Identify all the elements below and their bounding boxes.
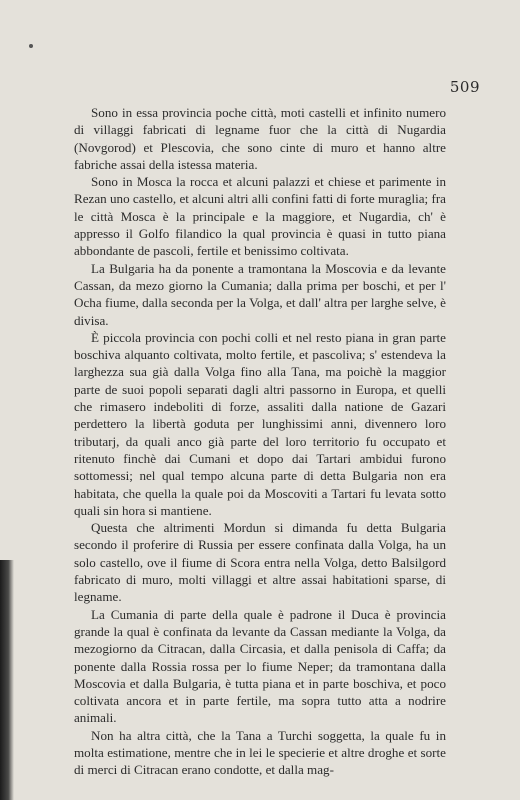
paragraph-1: Sono in essa provincia poche città, moti castelli et infinito numero di villaggi fabricati di legname fuor che la città di Nugardia (Novgorod) et Plescovia, che sono cinte di muro et hanno altre fabriche assai della istessa materia. (74, 105, 446, 172)
paragraph-3: La Bulgaria ha da ponente a tramontana la Moscovia e da levante Cassan, da mezo giorno la Cumania; dalla prima per boschi, et per l' Ocha fiume, dalla seconda per la Volga, et dall' altra per larghe selve, è divisa. (74, 260, 446, 328)
paragraph-5: Questa che altrimenti Mordun si dimanda fu detta Bulgaria secondo il proferire di Russia per essere confinata dalla Volga, ha un solo castello, ove il fiume di Scora entra nella Volga, detto Balsilgord fabricato di muro, molti villaggi et altre assai habitationi sparse, di legname. (74, 520, 446, 605)
page-number: 509 (449, 78, 480, 96)
page-edge-shadow (0, 560, 14, 800)
paper-speck (29, 44, 33, 48)
paragraph-7: Non ha altra città, che la Tana a Turchi soggetta, la quale fu in molta estimatione, mentre che in lei le specierie et altre droghe et sorte di merci di Citracan erano condotte, et dalla mag- (74, 727, 446, 778)
paragraph-4: È piccola provincia con pochi colli et nel resto piana in gran parte boschiva alquanto coltivata, molto fertile, et pascoliva; s' estendeva la larghezza sua già dalla Volga fino alla Tana, ma poichè la maggior parte de suoi popoli separati dagli altri passorno in Europa, et quelli che rimasero indeboliti di forze, assaliti dalla natione de Gazari perdettero la libertà goduta per lunghissimi anni, divennero loro tributarj, da quali anco già parte del loro territorio fu occupato et ritenuto finchè dai Cumani et dopo dai Tartari ambidui furono sottomessi; nel qual tempo alcuna parte di detta Bulgaria non era habitata, che quella la quale poi da Moscoviti a Tartari fu levata sotto quali sin hora si mantiene. (74, 329, 446, 518)
paragraph-6: La Cumania di parte della quale è padrone il Duca è provincia grande la qual è confinata da levante da Cassan mediante la Volga, da mezogiorno da Citracan, dalla Circasia, et dalla penisola di Caffa; da ponente dalla Rossia rossa per lo fiume Neper; da tramontana dalla Moscovia et dalla Bulgaria, è tutta piana et in parte boschiva, et poco coltivata ancora et in parte fertile, ma sopra tutto atta a nodrire animali. (74, 606, 446, 726)
paragraph-2: Sono in Mosca la rocca et alcuni palazzi et chiese et parimente in Rezan uno castello, et alcuni altri alli confini fatti di forte muraglia; fra le città Mosca è la principale e la maggiore, et Nugardia, ch' è appresso il Golfo filandico la qual provincia è quasi in tutto piana abbondante de pascoli, fertile et benissimo coltivata. (74, 174, 446, 259)
body-text (74, 104, 446, 779)
